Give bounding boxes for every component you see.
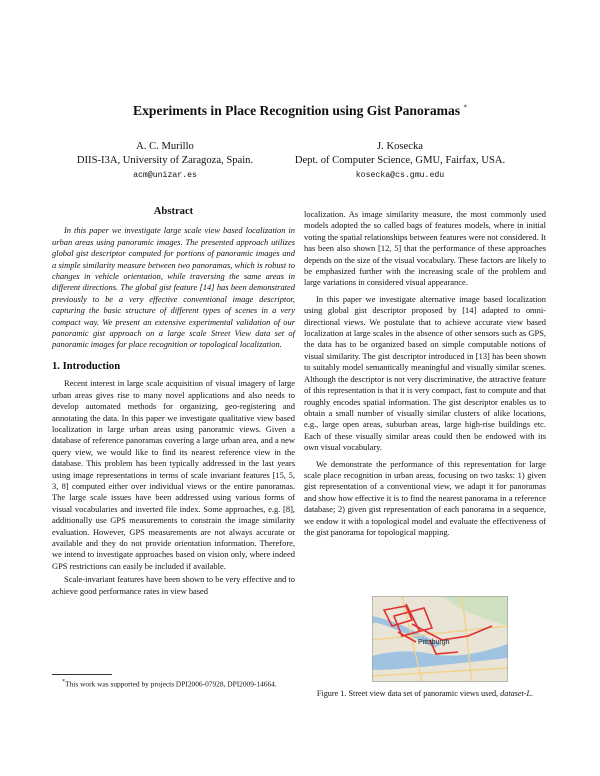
- footnote-text: This work was supported by projects DPI2006-07928, DPI2009-14664.: [65, 679, 277, 689]
- author-block-1: [60, 140, 270, 183]
- intro-paragraph: We demonstrate the performance of this representation for large scale place recognition in urban areas, focusing on two tasks: 1) given gist representation of a conventional view, we adapt it for panoramas and show how effective it is to find the nearest panorama in a reference database; 2) given gist representation of each panorama in a sequence, we endow it with a topological model and evaluate the effectiveness of the gist panorama for topological mapping.: [304, 458, 546, 537]
- abstract-heading: Abstract: [153, 206, 194, 217]
- intro-paragraph: Recent interest in large scale acquisition of visual imagery of large urban areas gives rise to many novel applications and also needs to develop automated methods for organizing, geo-registering and annotating the data. In this paper we investigate qualitative view based localization in large urban areas using panoramic views. Given a database of reference panoramas covering a large urban area, and a new query view, we would like to find its nearest reference view in the database. This problem has been typically addressed in the last years using image representations in terms of scale invariant features [15, 5, 3, 8] computed either over individual views or the entire panoramas. The large scale issues have been addressed using various forms of visual vocabularies and inverted file index. Some approaches, e.g. [8], additionally use GPS measurements to constrain the image similarity evaluation. However, GPS measurements are not always accurate or available and they do not provide orientation information. Therefore, we intend to investigate approaches based on vision only, where indeed GPS restrictions can easily be included if available.: [52, 378, 295, 571]
- section-heading-introduction: 1. Introduction: [52, 360, 121, 372]
- right-column: [304, 209, 546, 538]
- left-column: [52, 206, 295, 597]
- footnote: [52, 678, 295, 689]
- figure-caption: Figure 1. Street view data set of panoramic views used, dataset-L.: [316, 689, 534, 698]
- author-affiliation: DIIS-I3A, University of Zaragoza, Spain.: [76, 155, 254, 166]
- intro-paragraph: localization. As image similarity measure, the most commonly used models adopted the so called bags of features models, where in initial voting the spatial relationships between features were not considered. It has been also shown [12, 5] that the performance of these approaches depends on the size of the visual vocabulary. These factors are likely to be emphasized further with the increasing scale of the problem and large variations in considered visual appearance.: [304, 209, 546, 288]
- footnote-rule: [52, 674, 112, 675]
- author-email: acm@unizar.es: [133, 171, 197, 180]
- footnote-mark: *: [62, 679, 66, 685]
- author-name: J. Kosecka: [377, 141, 423, 152]
- intro-paragraph: Scale-invariant features have been shown to be very effective and to achieve good performance rates in view based: [52, 574, 295, 596]
- author-affiliation: Dept. of Computer Science, GMU, Fairfax, USA.: [294, 155, 506, 166]
- author-email: kosecka@cs.gmu.edu: [355, 171, 445, 180]
- figure-caption-dataset: dataset-L.: [500, 689, 534, 698]
- paper-title: Experiments in Place Recognition using Gist Panoramas *: [133, 103, 467, 118]
- abstract-text: In this paper we investigate large scale view based localization in urban areas using panoramic images. The presented approach utilizes global gist descriptor computed for portions of panoramic images and a simple similarity measure between two panoramas, which is robust to changes in vehicle orientation, while traversing the same areas in different directions. The global gist feature [14] has been demonstrated previously to be a very effective conventional image descriptor, capturing the basic structure of different types of scenes in a very compact way. We present an extensive experimental validation of our panoramic gist approach on a large scale Street View data set of panoramic images for place recognition or topological localization.: [52, 225, 295, 350]
- street-view-map-figure: [372, 596, 508, 682]
- author-name: A. C. Murillo: [136, 141, 194, 152]
- map-city-label: Pittsburgh: [418, 639, 450, 646]
- author-block-2: [285, 140, 515, 183]
- title-footnote-mark: *: [463, 103, 467, 112]
- intro-paragraph: In this paper we investigate alternative image based localization using global gist descriptor proposed by [14] adapted to omni-directional views. We postulate that to achieve accurate view based localization at large scales in the absence of other sensors such as GPS, the data has to be organized based on simple computable notions of visual similarity. The gist descriptor introduced in [13] has been shown to suitably model semantically meaningful and visually similar scenes. Although the descriptor is not very discriminative, the attractive feature of this representation is that it is very compact, fast to compute and that roughly encodes spatial information. The gist descriptor enables us to obtain a small number of visually similar clusters of alike locations, e.g., large open areas, suburban areas, large high-rise buildings etc. Each of these visually similar areas could then be endowed with its own visual vocabulary.: [304, 293, 546, 453]
